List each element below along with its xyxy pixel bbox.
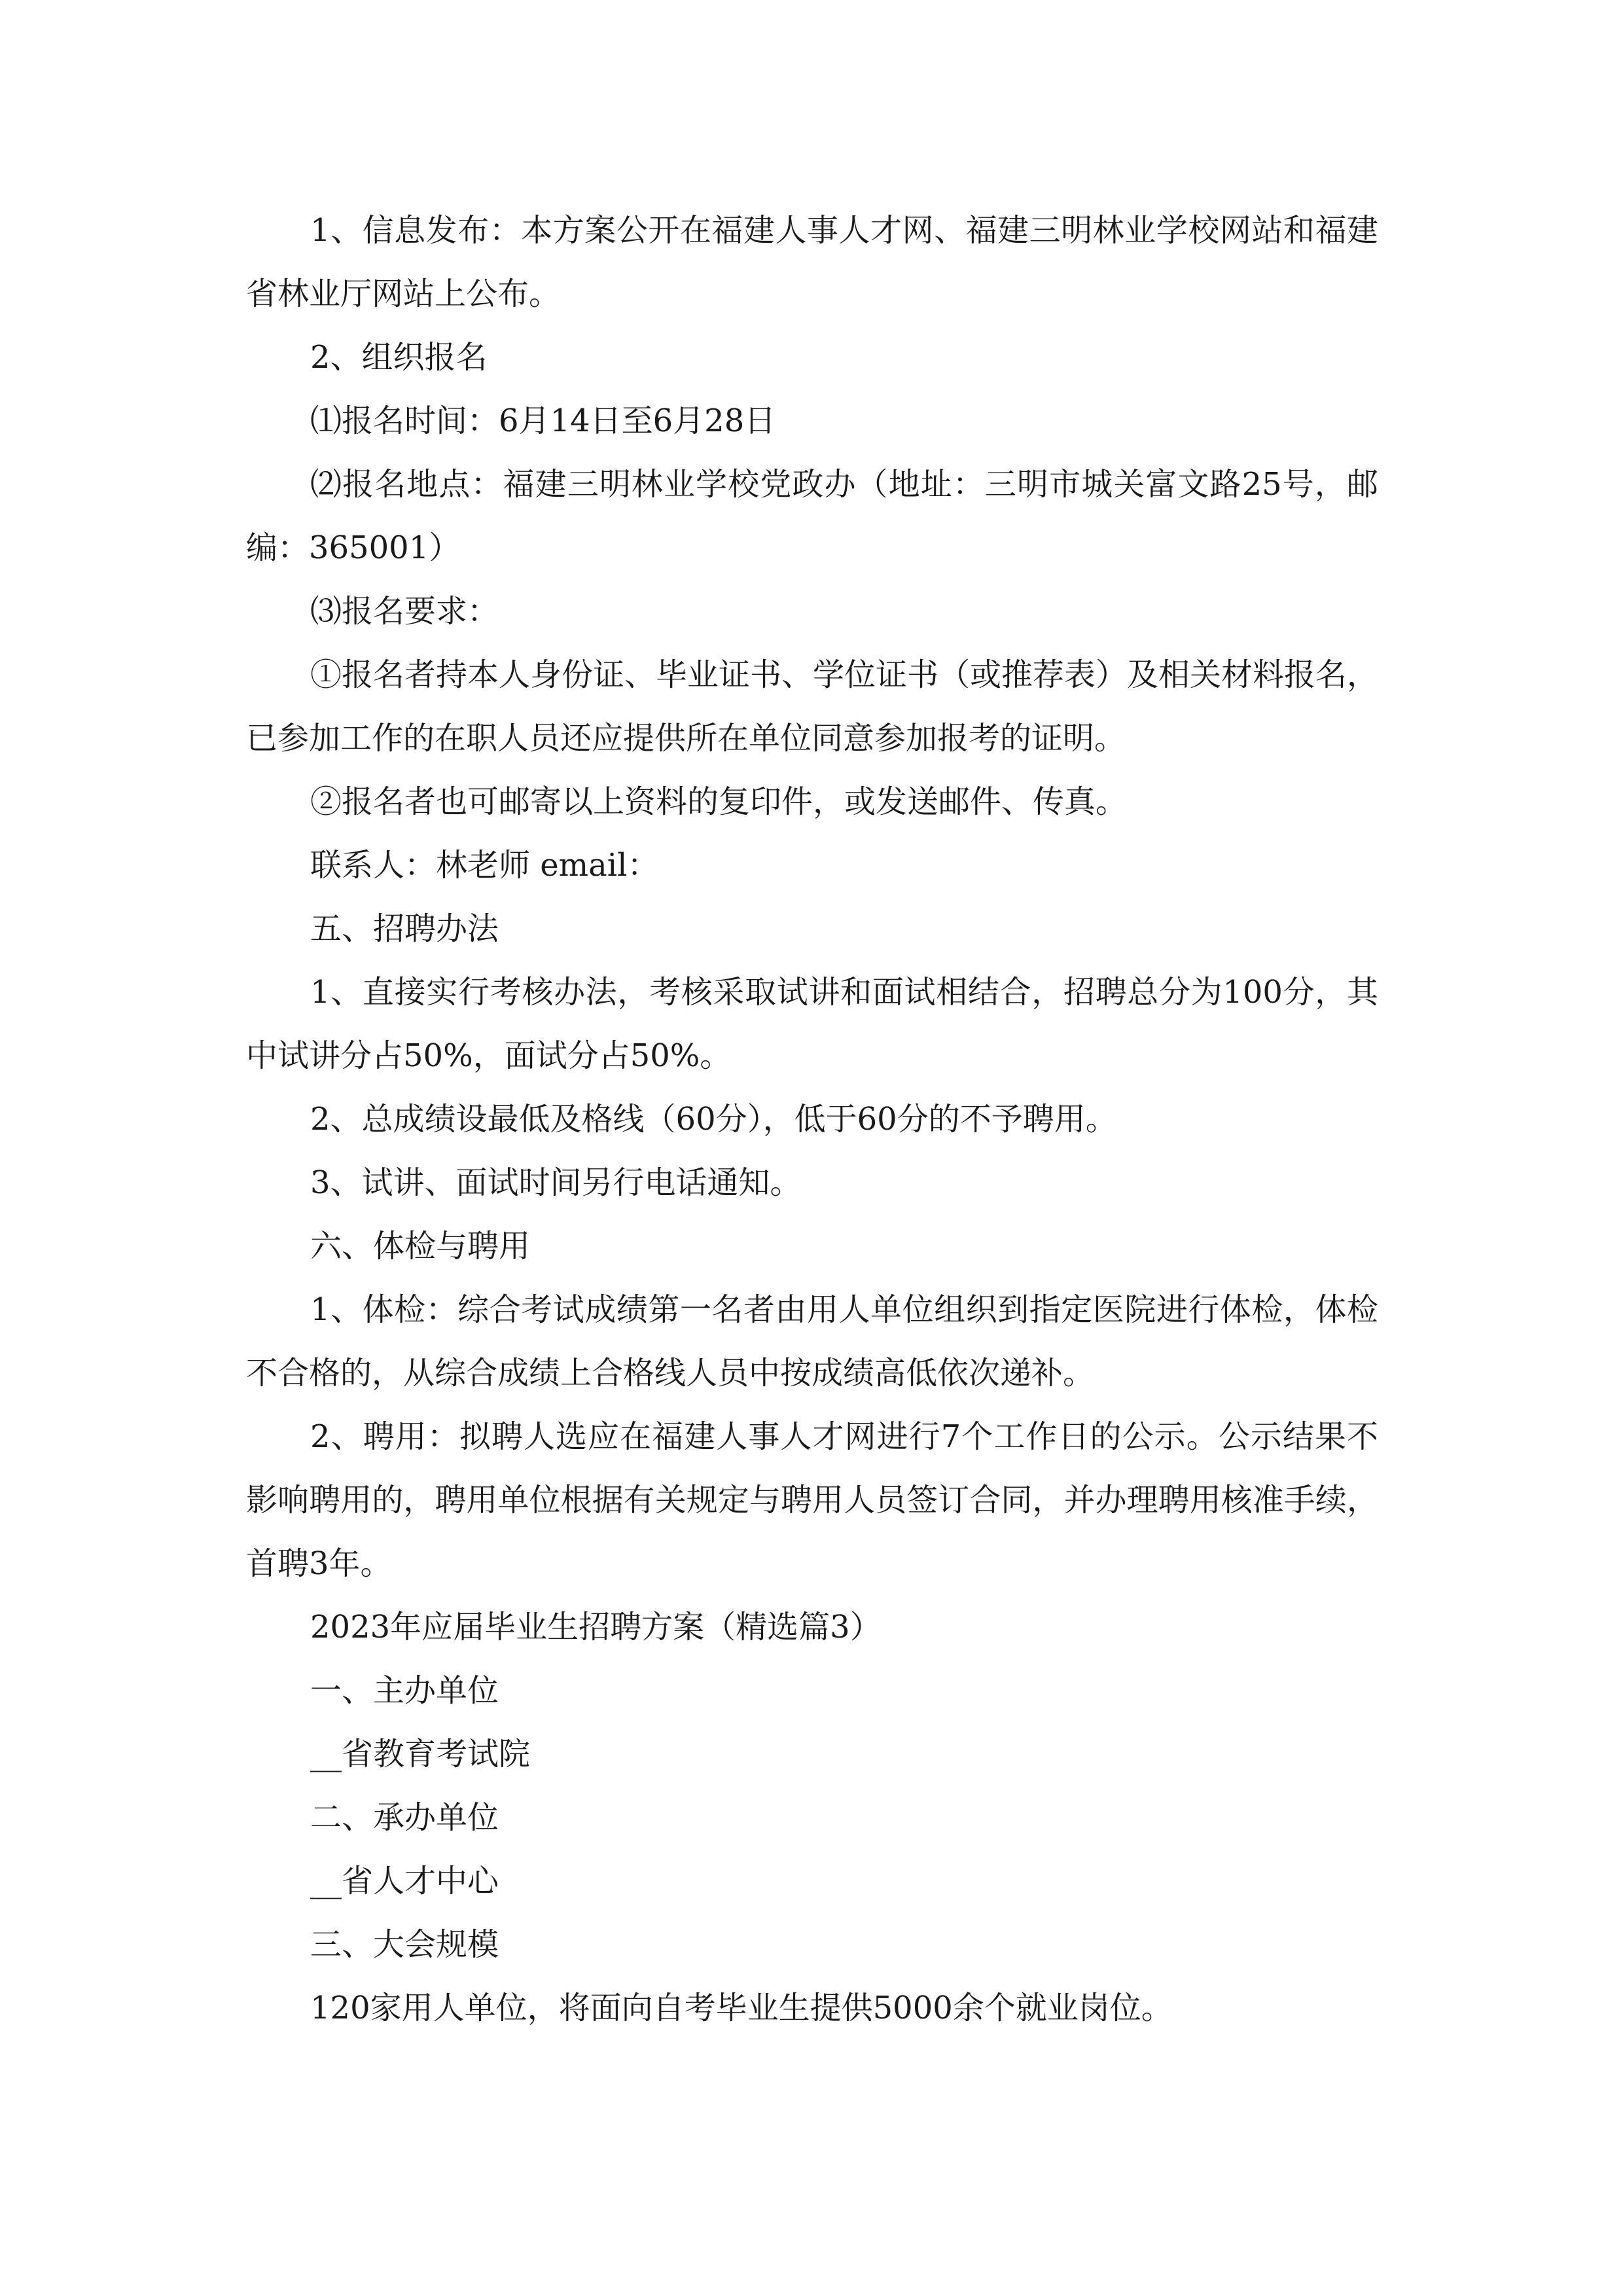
heading-plan-3: 2023年应届毕业生招聘方案（精选篇3） (310, 1609, 882, 1645)
paragraph-registration-time: ⑴报名时间：6月14日至6月28日 (310, 403, 776, 439)
heading-physical-exam-hiring: 六、体检与聘用 (310, 1228, 531, 1265)
paragraph-hiring: 2、聘用：拟聘人选应在福建人事人才网进行7个工作日的公示。公示结果不影响聘用的，聘用单位根据有关规定与聘用人员签订合同，并办理聘用核准手续，首聘3年。 (246, 1418, 1378, 1582)
heading-organizer: 一、主办单位 (310, 1672, 499, 1709)
paragraph-physical-exam: 1、体检：综合考试成绩第一名者由用人单位组织到指定医院进行体检，体检不合格的，从综合成绩上合格线人员中按成绩高低依次递补。 (246, 1291, 1378, 1391)
paragraph-registration-requirements: ⑶报名要求： (310, 593, 499, 630)
paragraph-organize-registration: 2、组织报名 (310, 339, 488, 376)
heading-co-organizer: 二、承办单位 (310, 1799, 499, 1836)
paragraph-requirement-2: ②报名者也可邮寄以上资料的复印件，或发送邮件、传真。 (310, 783, 1128, 820)
paragraph-scale: 120家用人单位，将面向自考毕业生提供5000余个就业岗位。 (310, 1990, 1173, 2026)
document-page (246, 199, 1378, 2040)
paragraph-method-1: 1、直接实行考核办法，考核采取试讲和面试相结合，招聘总分为100分，其中试讲分占50%，面试分占50%。 (246, 974, 1378, 1074)
paragraph-info-release: 1、信息发布：本方案公开在福建人事人才网、福建三明林业学校网站和福建省林业厅网站上公布。 (246, 212, 1378, 312)
paragraph-registration-place: ⑵报名地点：福建三明林业学校党政办（地址：三明市城关富文路25号，邮编：365001） (246, 466, 1378, 566)
paragraph-organizer: __省教育考试院 (310, 1736, 531, 1772)
heading-scale: 三、大会规模 (310, 1926, 499, 1963)
paragraph-co-organizer: __省人才中心 (310, 1863, 499, 1899)
paragraph-requirement-1: ①报名者持本人身份证、毕业证书、学位证书（或推荐表）及相关材料报名，已参加工作的在职人员还应提供所在单位同意参加报考的证明。 (246, 656, 1379, 757)
paragraph-contact: 联系人：林老师 email： (310, 847, 659, 884)
paragraph-method-3: 3、试讲、面试时间另行电话通知。 (310, 1164, 802, 1201)
paragraph-method-2: 2、总成绩设最低及格线（60分），低于60分的不予聘用。 (310, 1101, 1117, 1138)
heading-recruitment-method: 五、招聘办法 (310, 910, 499, 947)
